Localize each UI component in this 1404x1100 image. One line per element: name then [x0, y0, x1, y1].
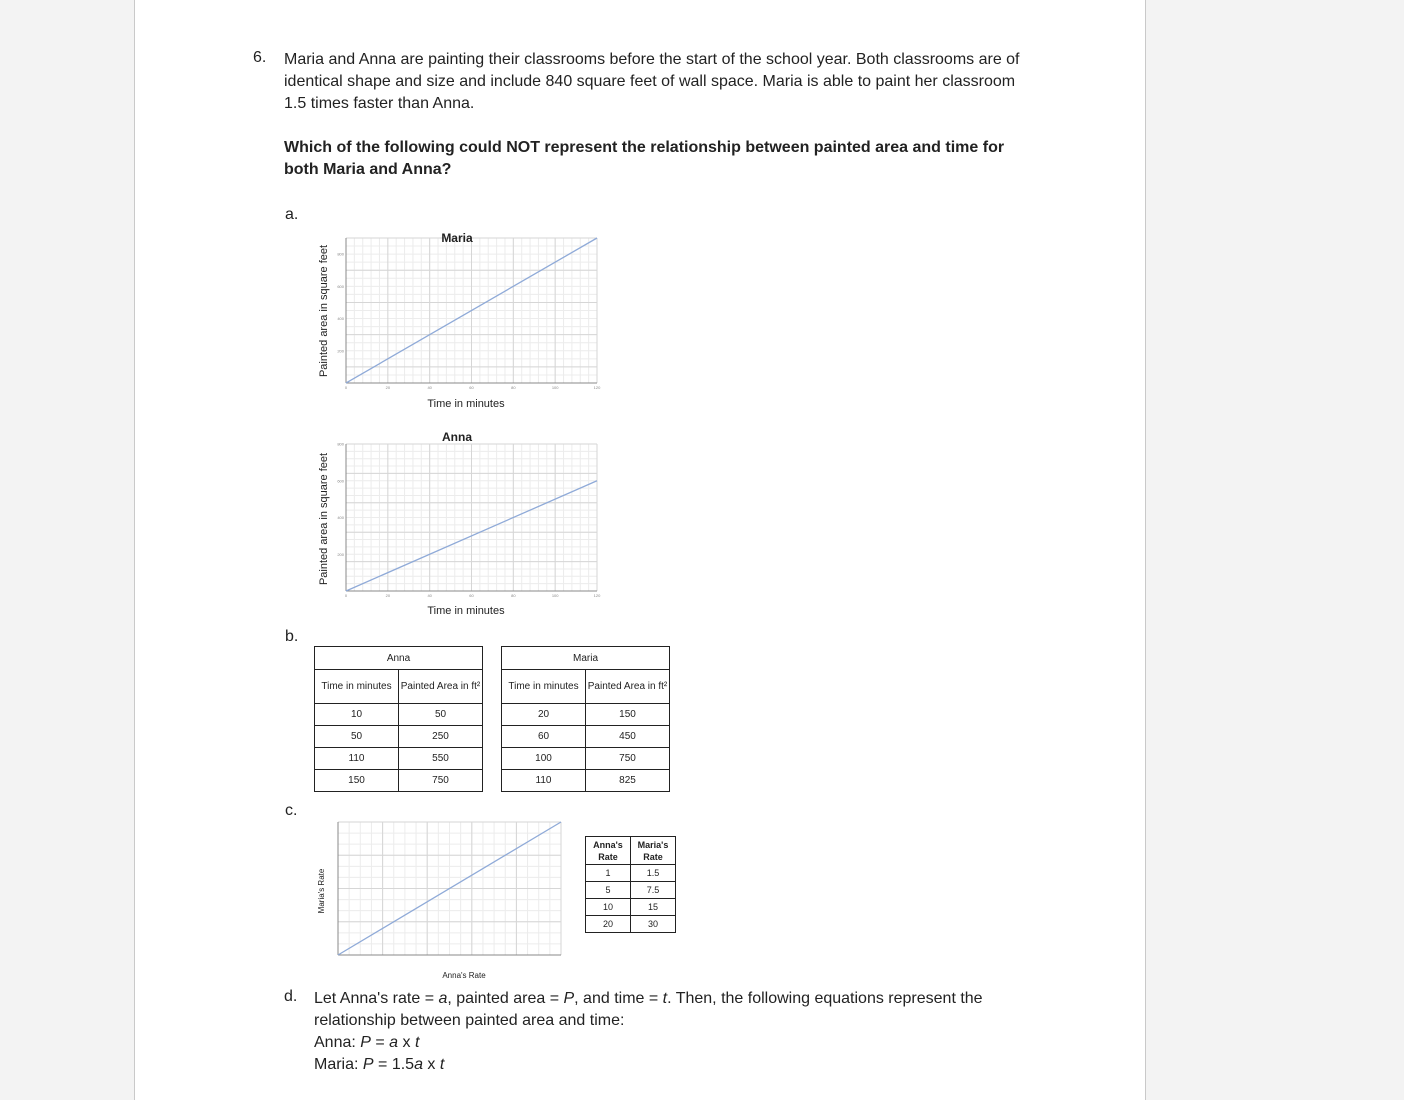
- chart-title: Anna: [442, 430, 472, 444]
- x-tick-label: 60: [469, 385, 474, 390]
- chart-anna: [311, 424, 611, 620]
- cell: 60: [502, 726, 586, 748]
- text: , painted area =: [447, 990, 564, 1007]
- option-d-text: [314, 988, 1034, 1076]
- cell: 100: [502, 748, 586, 770]
- maria-col-area: Painted Area in ft²: [586, 670, 670, 704]
- var-p: P: [360, 1034, 371, 1051]
- text: , and time =: [574, 990, 663, 1007]
- anna-table: [314, 646, 483, 792]
- text: . Then, the following equations represent the relationship between painted area and time:: [314, 990, 983, 1029]
- question-text: Maria and Anna are painting their classrooms before the start of the school year. Both classrooms are of identical shape and size and include 840 square feet of wall space. Maria is able to paint her classroom 1.5 times faster than Anna.: [284, 51, 1020, 112]
- cell: 550: [399, 748, 483, 770]
- chart-anna-svg: [311, 424, 611, 620]
- rates-table: [585, 836, 676, 933]
- cell: 15: [631, 899, 676, 916]
- text: x: [422, 1056, 440, 1073]
- y-tick-label: 200: [337, 348, 344, 354]
- y-tick-label: 600: [337, 478, 344, 484]
- var-t: t: [439, 1056, 445, 1073]
- y-axis-label: Maria's Rate: [317, 868, 326, 914]
- x-tick-label: 0: [344, 593, 348, 598]
- text: Maria:: [314, 1056, 363, 1073]
- table-row: [502, 726, 670, 748]
- y-tick-label: 800: [337, 251, 344, 257]
- y-tick-label: 200: [337, 551, 344, 557]
- anna-col-area: Painted Area in ft²: [399, 670, 483, 704]
- cell: 1: [586, 865, 631, 882]
- cell: 750: [586, 748, 670, 770]
- chart-maria: [311, 226, 611, 416]
- table-row: [586, 899, 676, 916]
- question-prompt: Which of the following could NOT represent the relationship between painted area and time for both Maria and Anna?: [284, 139, 1005, 178]
- table-row: [315, 726, 483, 748]
- cell: 110: [502, 770, 586, 792]
- anna-table-title: Anna: [315, 647, 483, 670]
- x-tick-label: 20: [385, 385, 391, 390]
- maria-table-title: Maria: [502, 647, 670, 670]
- question-number: 6.: [253, 49, 267, 66]
- option-d-label: d.: [284, 988, 298, 1005]
- x-tick-label: 40: [427, 385, 432, 390]
- x-tick-label: 80: [511, 385, 516, 390]
- option-a-label: a.: [285, 206, 299, 223]
- option-d-line1: [314, 988, 1034, 1032]
- y-tick-label: 600: [337, 283, 344, 289]
- var-p: P: [563, 990, 575, 1007]
- y-tick-label: 400: [337, 515, 344, 520]
- cell: 825: [586, 770, 670, 792]
- var-t: t: [662, 990, 668, 1007]
- cell: 1.5: [631, 865, 676, 882]
- cell: 750: [399, 770, 483, 792]
- chart-maria-svg: [311, 226, 611, 416]
- cell: 150: [586, 704, 670, 726]
- cell: 20: [586, 916, 631, 933]
- cell: 20: [502, 704, 586, 726]
- text: Let Anna's rate =: [314, 990, 439, 1007]
- text: =: [370, 1034, 390, 1051]
- option-c-label: c.: [285, 802, 298, 819]
- cell: 30: [631, 916, 676, 933]
- x-tick-label: 20: [385, 593, 391, 598]
- table-row: [315, 770, 483, 792]
- table-row: [502, 770, 670, 792]
- maria-col-time: Time in minutes: [502, 670, 586, 704]
- cell: 110: [315, 748, 399, 770]
- table-row: [502, 704, 670, 726]
- cell: 10: [586, 899, 631, 916]
- x-tick-label: 100: [551, 385, 559, 390]
- rates-col-anna: Anna's Rate: [586, 837, 631, 865]
- var-a: a: [414, 1056, 423, 1073]
- x-tick-label: 0: [344, 385, 348, 390]
- chart-rates: [311, 816, 581, 984]
- maria-equation: [314, 1054, 1034, 1076]
- var-a: a: [438, 990, 448, 1007]
- chart-rates-svg: [311, 816, 581, 984]
- y-axis-label: Painted area in square feet: [318, 452, 330, 586]
- x-axis-label: Anna's Rate: [442, 971, 486, 980]
- anna-col-time: Time in minutes: [315, 670, 399, 704]
- x-tick-label: 120: [593, 385, 601, 390]
- x-tick-label: 40: [427, 593, 432, 598]
- rates-col-maria: Maria's Rate: [631, 837, 676, 865]
- y-tick-label: 400: [337, 316, 344, 322]
- table-row: [586, 865, 676, 882]
- cell: 250: [399, 726, 483, 748]
- maria-table: [501, 646, 670, 792]
- x-tick-label: 80: [511, 593, 516, 598]
- x-axis-label: Time in minutes: [427, 605, 505, 617]
- cell: 50: [399, 704, 483, 726]
- var-t: t: [414, 1034, 420, 1051]
- cell: 50: [315, 726, 399, 748]
- y-axis-label: Painted area in square feet: [318, 244, 330, 378]
- table-row: [502, 748, 670, 770]
- document-page: [134, 0, 1146, 1100]
- cell: 150: [315, 770, 399, 792]
- y-tick-label: 800: [337, 441, 344, 447]
- chart-title: Maria: [441, 231, 473, 245]
- cell: 450: [586, 726, 670, 748]
- x-tick-label: 60: [469, 593, 474, 598]
- table-row: [315, 748, 483, 770]
- cell: 7.5: [631, 882, 676, 899]
- text: = 1.5: [373, 1056, 415, 1073]
- option-b-label: b.: [285, 628, 299, 645]
- text: Anna:: [314, 1034, 361, 1051]
- table-row: [586, 916, 676, 933]
- cell: 5: [586, 882, 631, 899]
- anna-equation: [314, 1032, 1034, 1054]
- text: x: [398, 1034, 415, 1051]
- table-row: [315, 704, 483, 726]
- var-a: a: [389, 1034, 399, 1051]
- table-row: [586, 882, 676, 899]
- cell: 10: [315, 704, 399, 726]
- x-tick-label: 120: [593, 593, 601, 598]
- x-axis-label: Time in minutes: [427, 398, 505, 410]
- x-tick-label: 100: [551, 593, 559, 598]
- var-p: P: [362, 1056, 374, 1073]
